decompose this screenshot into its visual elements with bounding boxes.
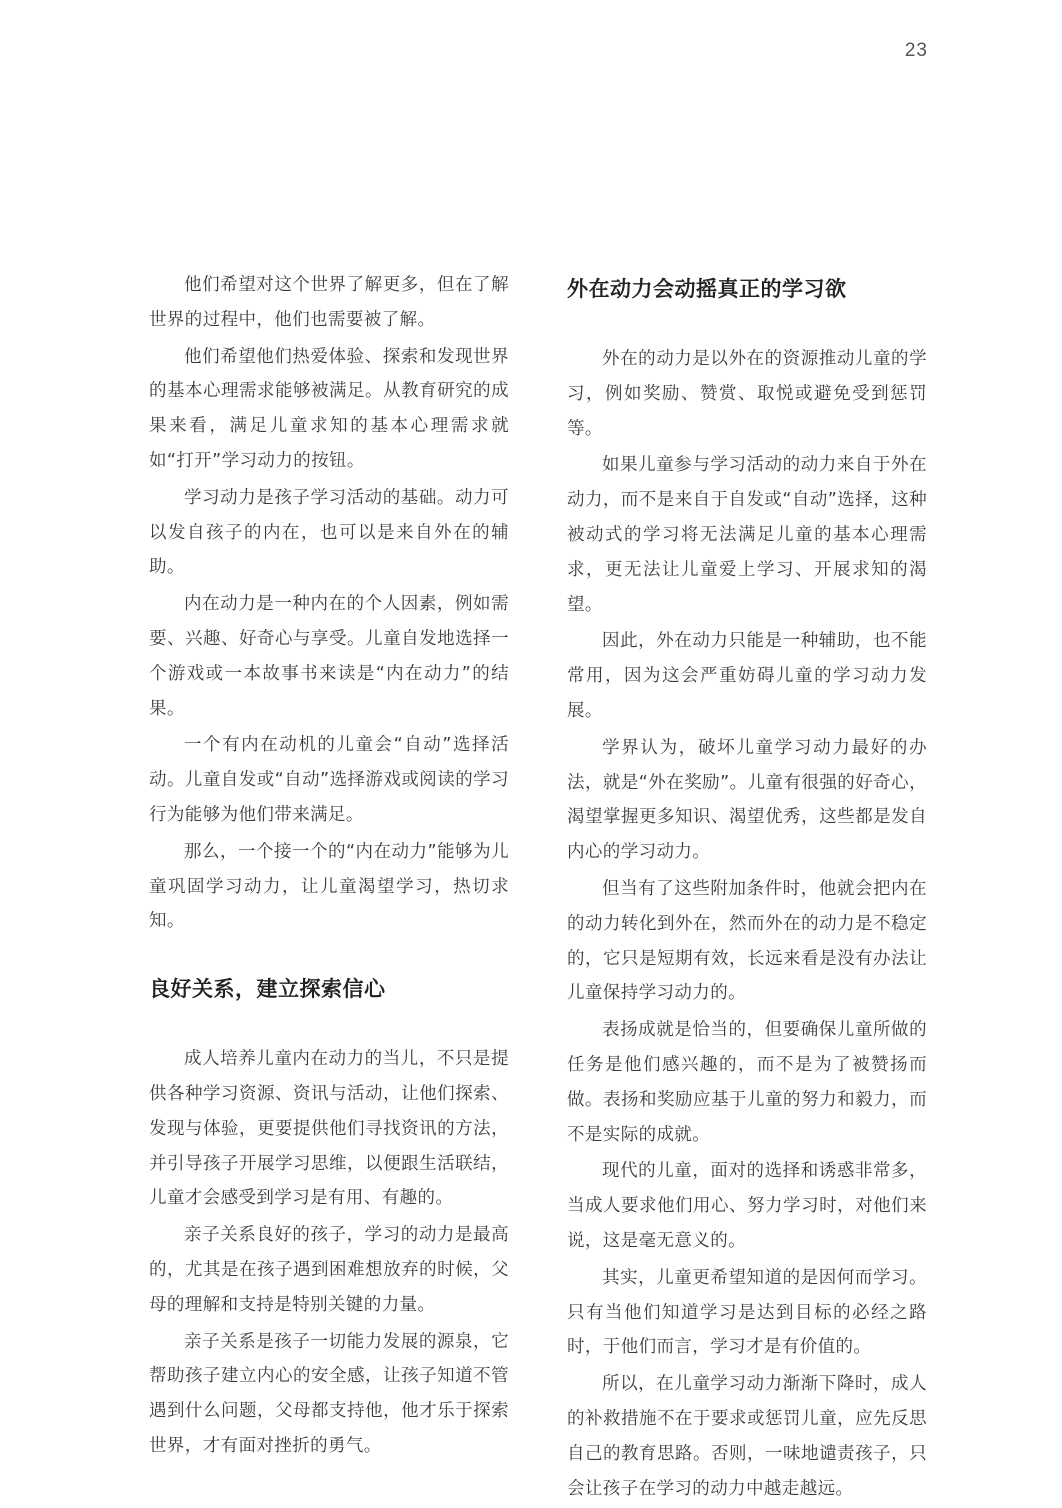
right-paragraph-7: 现代的儿童，面对的选择和诱惑非常多，当成人要求他们用心、努力学习时，对他们来说，这是毫无意义的。 [567,1161,927,1251]
right-paragraph-6: 表扬成就是恰当的，但要确保儿童所做的任务是他们感兴趣的，而不是为了被赞扬而做。表扬和奖励应基于儿童的努力和毅力，而不是实际的成就。 [567,1020,927,1145]
section-heading-relationship: 良好关系，建立探索信心 [149,977,386,1002]
left-intro-paragraph-6: 那么，一个接一个的“内在动力”能够为儿童巩固学习动力，让儿童渴望学习，热切求知。 [149,841,509,932]
right-paragraph-3: 因此，外在动力只能是一种辅助，也不能常用，因为这会严重妨碍儿童的学习动力发展。 [567,631,927,721]
left-intro-paragraph-3: 学习动力是孩子学习活动的基础。动力可以发自孩子的内在，也可以是来自外在的辅助。 [149,487,509,578]
left-intro-paragraph-5: 一个有内在动机的儿童会“自动”选择活动。儿童自发或“自动”选择游戏或阅读的学习行为能够为他们带来满足。 [149,735,509,825]
page-number: 23 [904,40,928,61]
right-paragraph-8: 其实，儿童更希望知道的是因何而学习。只有当他们知道学习是达到目标的必经之路时，于他们而言，学习才是有价值的。 [567,1267,927,1358]
right-paragraph-9: 所以，在儿童学习动力渐渐下降时，成人的补救措施不在于要求或惩罚儿童，应先反思自己的教育思路。否则，一味地谴责孩子，只会让孩子在学习的动力中越走越远。 [567,1374,927,1499]
right-column [567,274,927,1508]
right-paragraph-5: 但当有了这些附加条件时，他就会把内在的动力转化到外在，然而外在的动力是不稳定的，它只是短期有效，长远来看是没有办法让儿童保持学习动力的。 [567,878,927,1004]
left-section-paragraph-3: 亲子关系是孩子一切能力发展的源泉，它帮助孩子建立内心的安全感，让孩子知道不管遇到什么问题，父母都支持他，他才乐于探索世界，才有面对挫折的勇气。 [149,1331,509,1456]
right-paragraph-1: 外在的动力是以外在的资源推动儿童的学习，例如奖励、赞赏、取悦或避免受到惩罚等。 [567,349,927,439]
left-intro-paragraph-2: 他们希望他们热爱体验、探索和发现世界的基本心理需求能够被满足。从教育研究的成果来看，满足儿童求知的基本心理需求就如“打开”学习动力的按钮。 [149,346,509,471]
right-paragraph-2: 如果儿童参与学习活动的动力来自于外在动力，而不是来自于自发或“自动”选择，这种被动式的学习将无法满足儿童的基本心理需求，更无法让儿童爱上学习、开展求知的渴望。 [567,455,927,615]
left-section-paragraph-1: 成人培养儿童内在动力的当儿，不只是提供各种学习资源、资讯与活动，让他们探索、发现与体验，更要提供他们寻找资讯的方法，并引导孩子开展学习思维，以便跟生活联结，儿童才会感受到学习是有用、有趣的。 [149,1049,509,1209]
left-section-paragraph-2: 亲子关系良好的孩子，学习的动力是最高的，尤其是在孩子遇到困难想放弃的时候，父母的理解和支持是特别关键的力量。 [149,1225,509,1315]
left-intro-paragraph-1: 他们希望对这个世界了解更多，但在了解世界的过程中，他们也需要被了解。 [149,275,509,330]
right-paragraph-4: 学界认为，破坏儿童学习动力最好的办法，就是“外在奖励”。儿童有很强的好奇心，渴望掌握更多知识、渴望优秀，这些都是发自内心的学习动力。 [567,737,927,863]
left-intro-paragraph-4: 内在动力是一种内在的个人因素，例如需要、兴趣、好奇心与享受。儿童自发地选择一个游戏或一本故事书来读是“内在动力”的结果。 [149,594,509,719]
section-heading-extrinsic: 外在动力会动摇真正的学习欲 [567,277,847,301]
left-column [149,268,509,1466]
